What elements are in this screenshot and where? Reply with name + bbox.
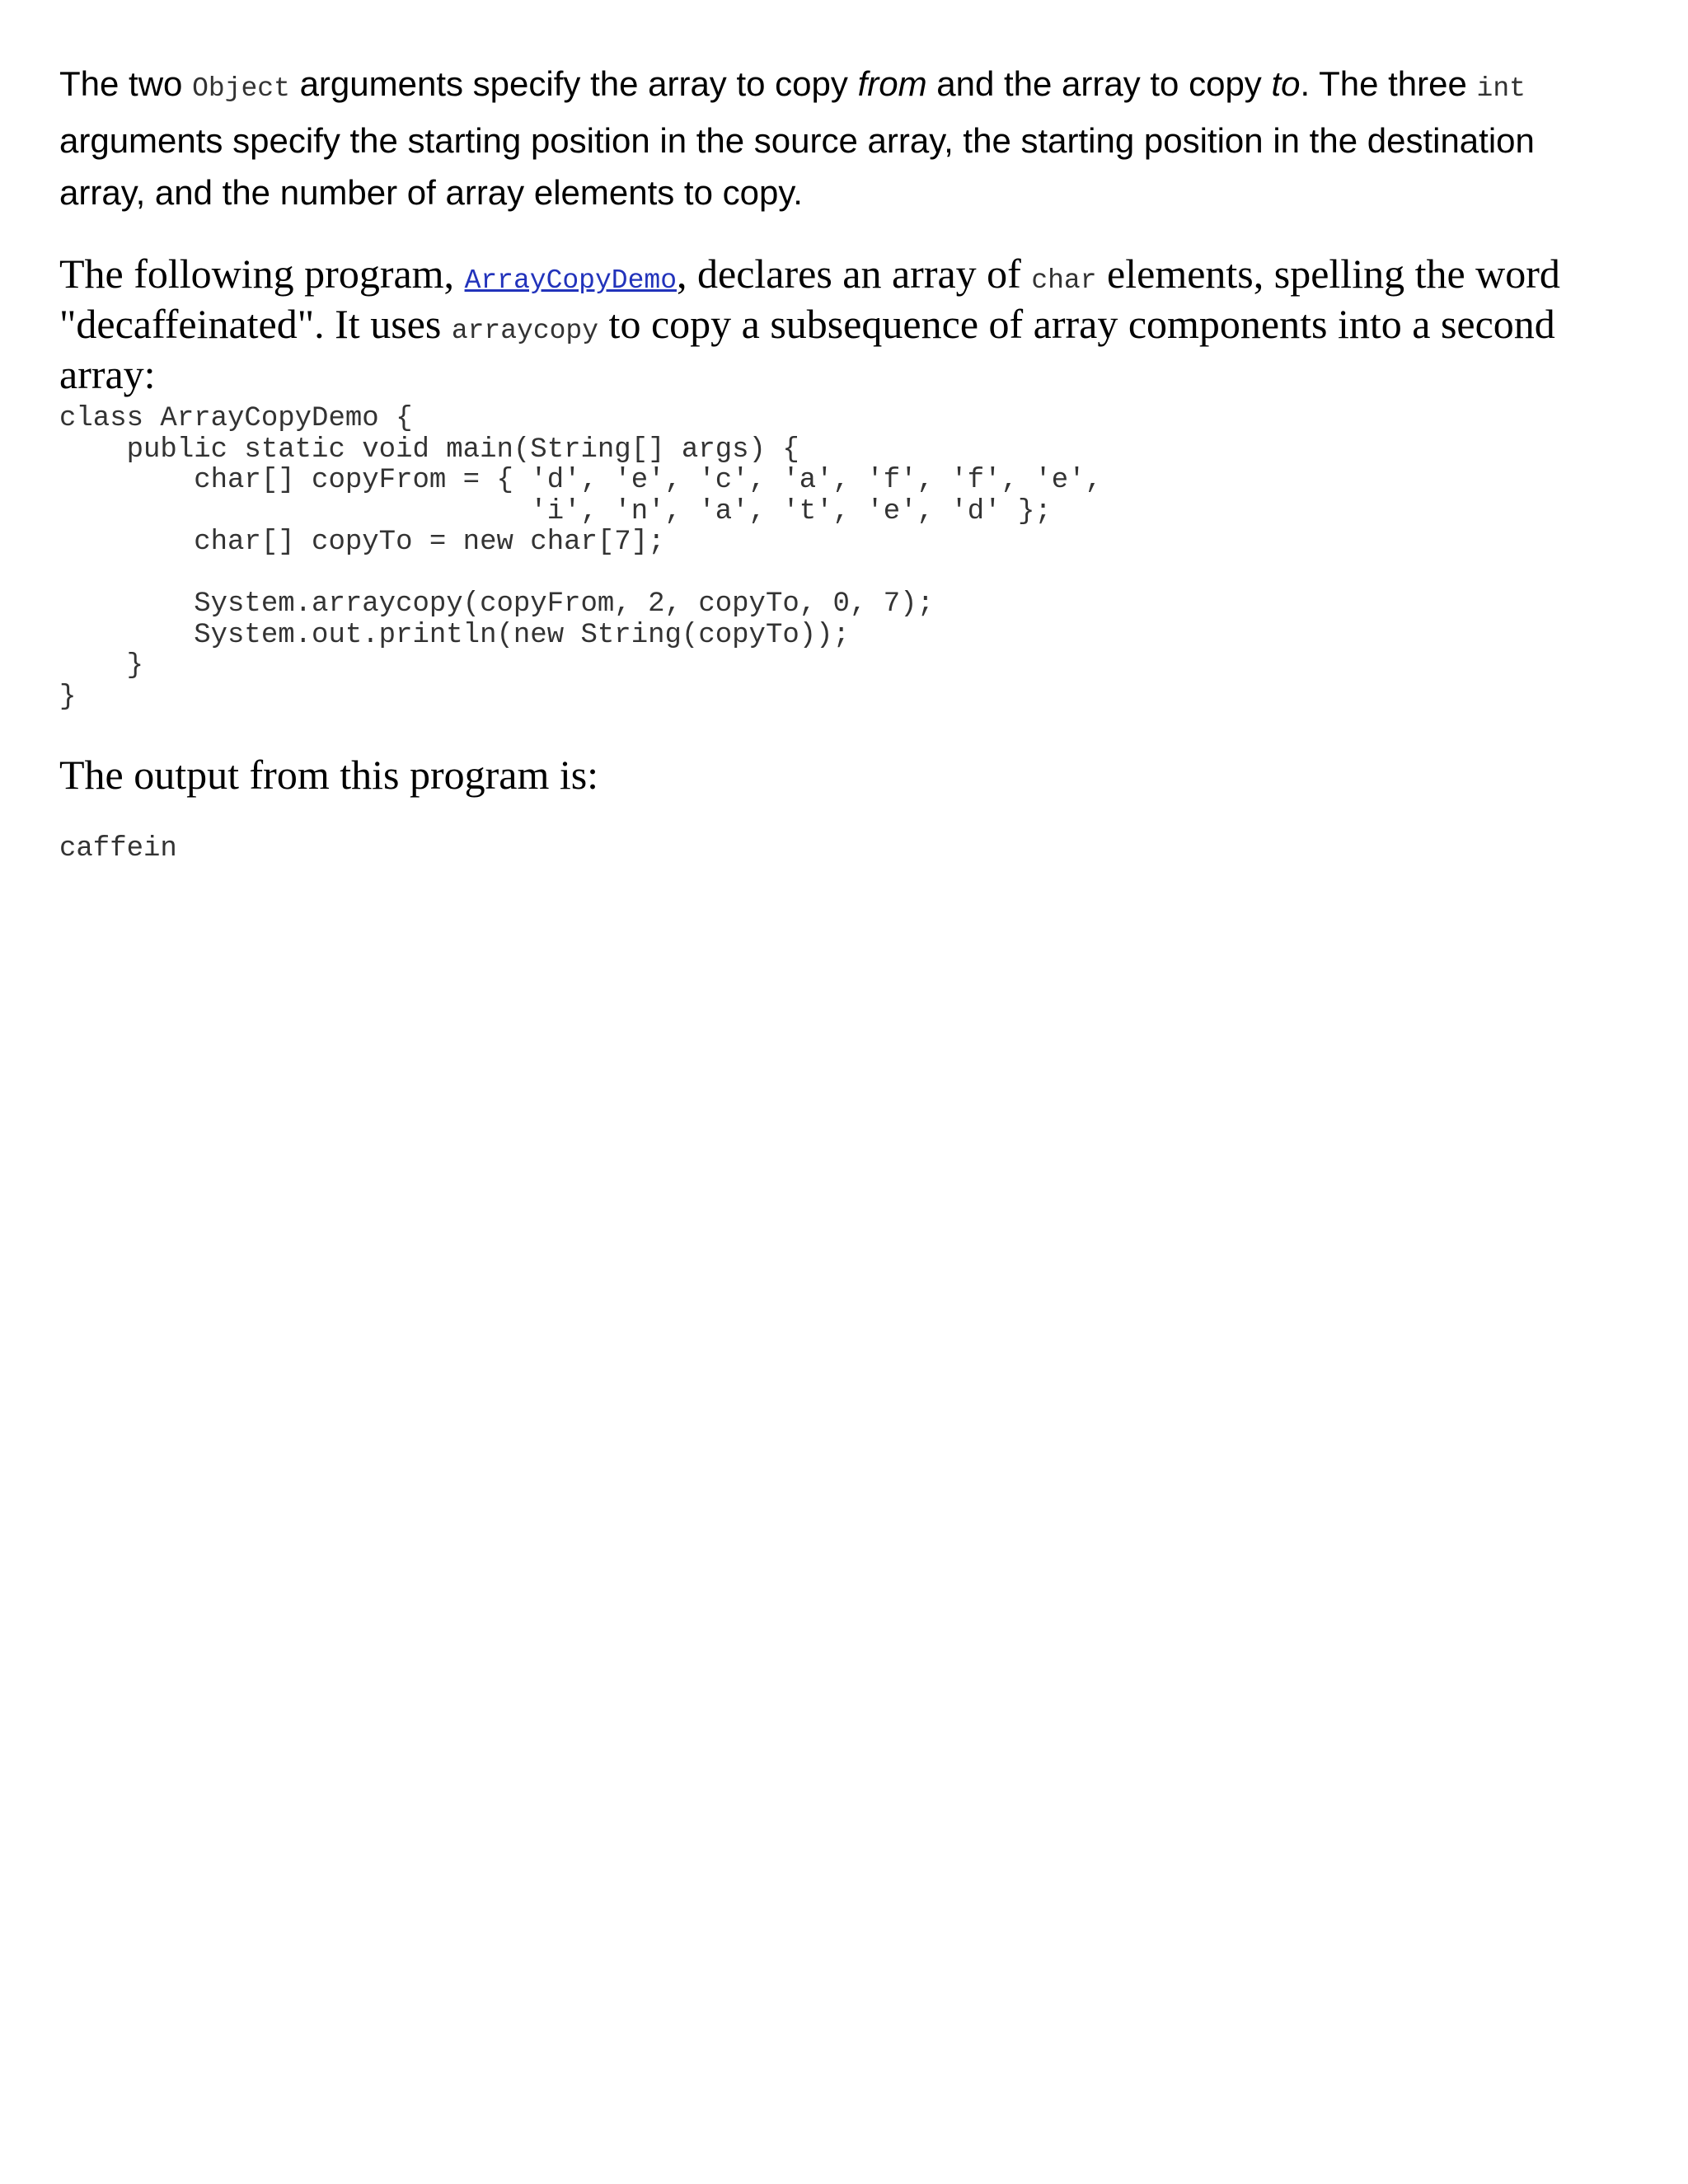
text-span: to copy a subsequence of array components into a second array: (59, 301, 1555, 397)
text-span: arguments specify the starting position in the source array, the starting position in the destination array, and the number of array elements to copy. (59, 121, 1535, 212)
paragraph-arraycopy-arguments (59, 58, 1625, 218)
arraycopydemo-link[interactable]: ArrayCopyDemo (464, 265, 678, 296)
emphasis-to: to (1271, 64, 1301, 103)
inline-code-object: Object (192, 73, 290, 104)
document-page (59, 58, 1625, 865)
text-span: The following program, (59, 251, 465, 297)
code-line: } (59, 650, 144, 682)
text-span: The two (59, 64, 193, 103)
text-span: , declares an array of (677, 251, 1032, 297)
program-output: caffein (59, 833, 177, 865)
output-intro: The output from this program is: (59, 752, 599, 798)
code-line: 'i', 'n', 'a', 't', 'e', 'd' }; (59, 495, 1052, 527)
code-line: public static void main(String[] args) { (59, 434, 799, 466)
text-span: and the array to copy (926, 64, 1272, 103)
text-span: . The three (1300, 64, 1477, 103)
emphasis-from: from (857, 64, 927, 103)
text-span: arguments specify the array to copy (289, 64, 858, 103)
inline-code-char: char (1031, 265, 1097, 296)
text-span: elements, spelling the word "decaffeinated". It uses (59, 251, 1560, 347)
code-listing (59, 404, 1102, 713)
inline-code-int: int (1476, 73, 1526, 104)
code-line: char[] copyFrom = { 'd', 'e', 'c', 'a', 'f', 'f', 'e', (59, 465, 1103, 496)
code-line: class ArrayCopyDemo { (59, 403, 413, 434)
inline-code-arraycopy: arraycopy (451, 316, 599, 346)
code-line: char[] copyTo = new char[7]; (59, 527, 665, 558)
code-line: System.out.println(new String(copyTo)); (59, 619, 850, 651)
paragraph-program-intro (59, 252, 1625, 396)
code-line: System.arraycopy(copyFrom, 2, copyTo, 0, 7); (59, 588, 934, 620)
code-line: } (59, 681, 77, 713)
